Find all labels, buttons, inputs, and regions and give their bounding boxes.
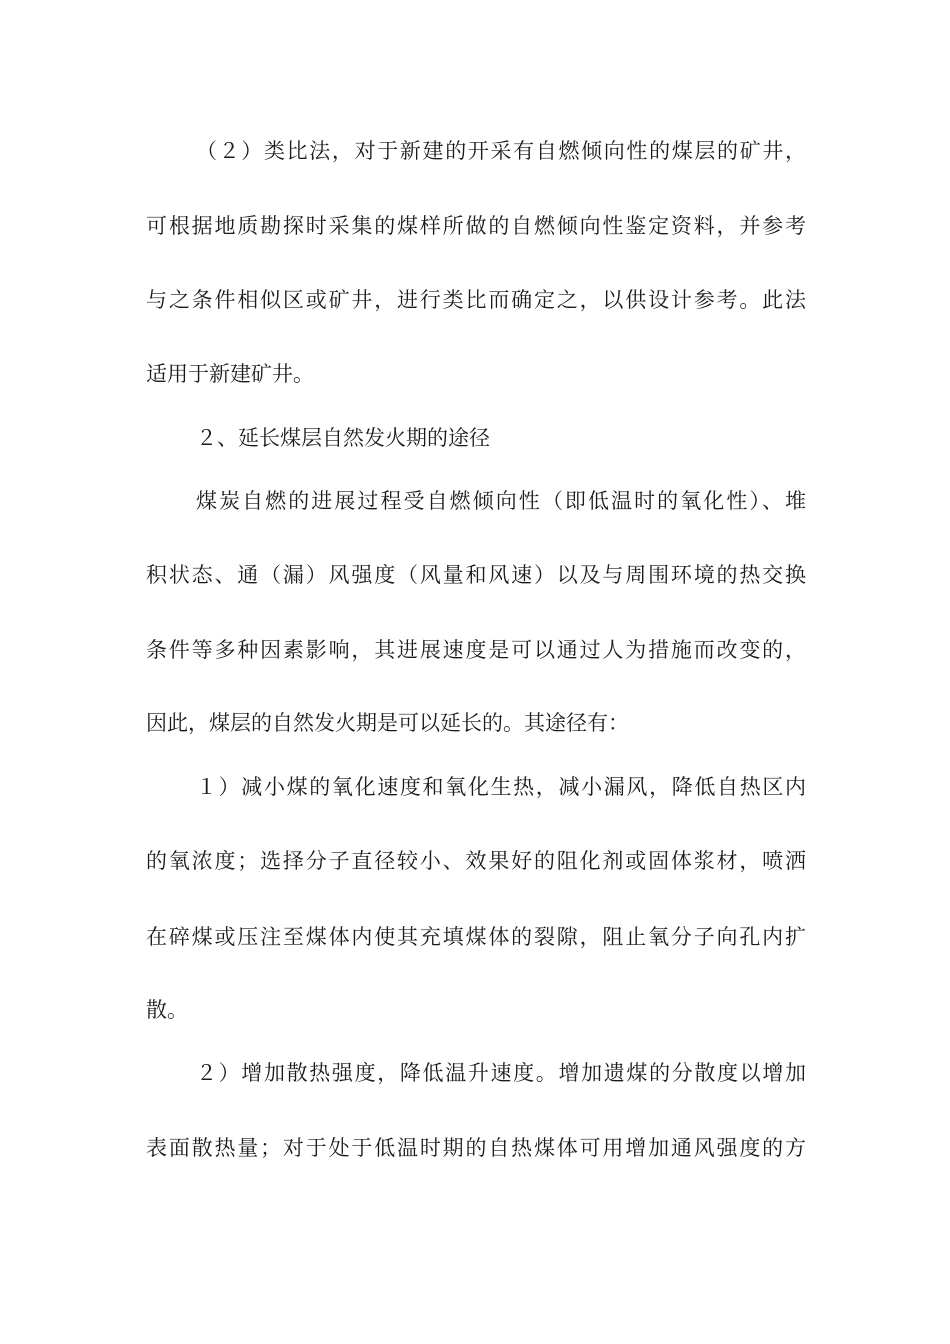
text-line-11: 的氧浓度；选择分子直径较小、效果好的阻化剂或固体浆材，喷洒 — [146, 849, 806, 873]
text-line-7: 积状态、通（漏）风强度（风量和风速）以及与周围环境的热交换 — [146, 563, 806, 587]
text-line-6: 煤炭自燃的进展过程受自燃倾向性（即低温时的氧化性）、堆 — [196, 489, 806, 513]
text-line-13: 散。 — [146, 998, 188, 1022]
text-line-4: 适用于新建矿井。 — [146, 362, 314, 386]
text-line-10: １）减小煤的氧化速度和氧化生热，减小漏风，降低自热区内 — [196, 775, 806, 799]
text-line-8: 条件等多种因素影响，其进展速度是可以通过人为措施而改变的， — [146, 638, 806, 662]
text-line-3: 与之条件相似区或矿井，进行类比而确定之，以供设计参考。此法 — [146, 288, 806, 312]
text-line-12: 在碎煤或压注至煤体内使其充填煤体的裂隙，阻止氧分子向孔内扩 — [146, 925, 806, 949]
text-line-9: 因此，煤层的自然发火期是可以延长的。其途径有： — [146, 711, 629, 735]
section-heading: ２、延长煤层自然发火期的途径 — [196, 426, 490, 450]
text-line-14: ２）增加散热强度，降低温升速度。增加遗煤的分散度以增加 — [196, 1061, 806, 1085]
text-line-1: （２）类比法，对于新建的开采有自燃倾向性的煤层的矿井， — [196, 139, 806, 163]
text-line-2: 可根据地质勘探时采集的煤样所做的自燃倾向性鉴定资料，并参考 — [146, 214, 806, 238]
text-line-15: 表面散热量；对于处于低温时期的自热煤体可用增加通风强度的方 — [146, 1136, 806, 1160]
